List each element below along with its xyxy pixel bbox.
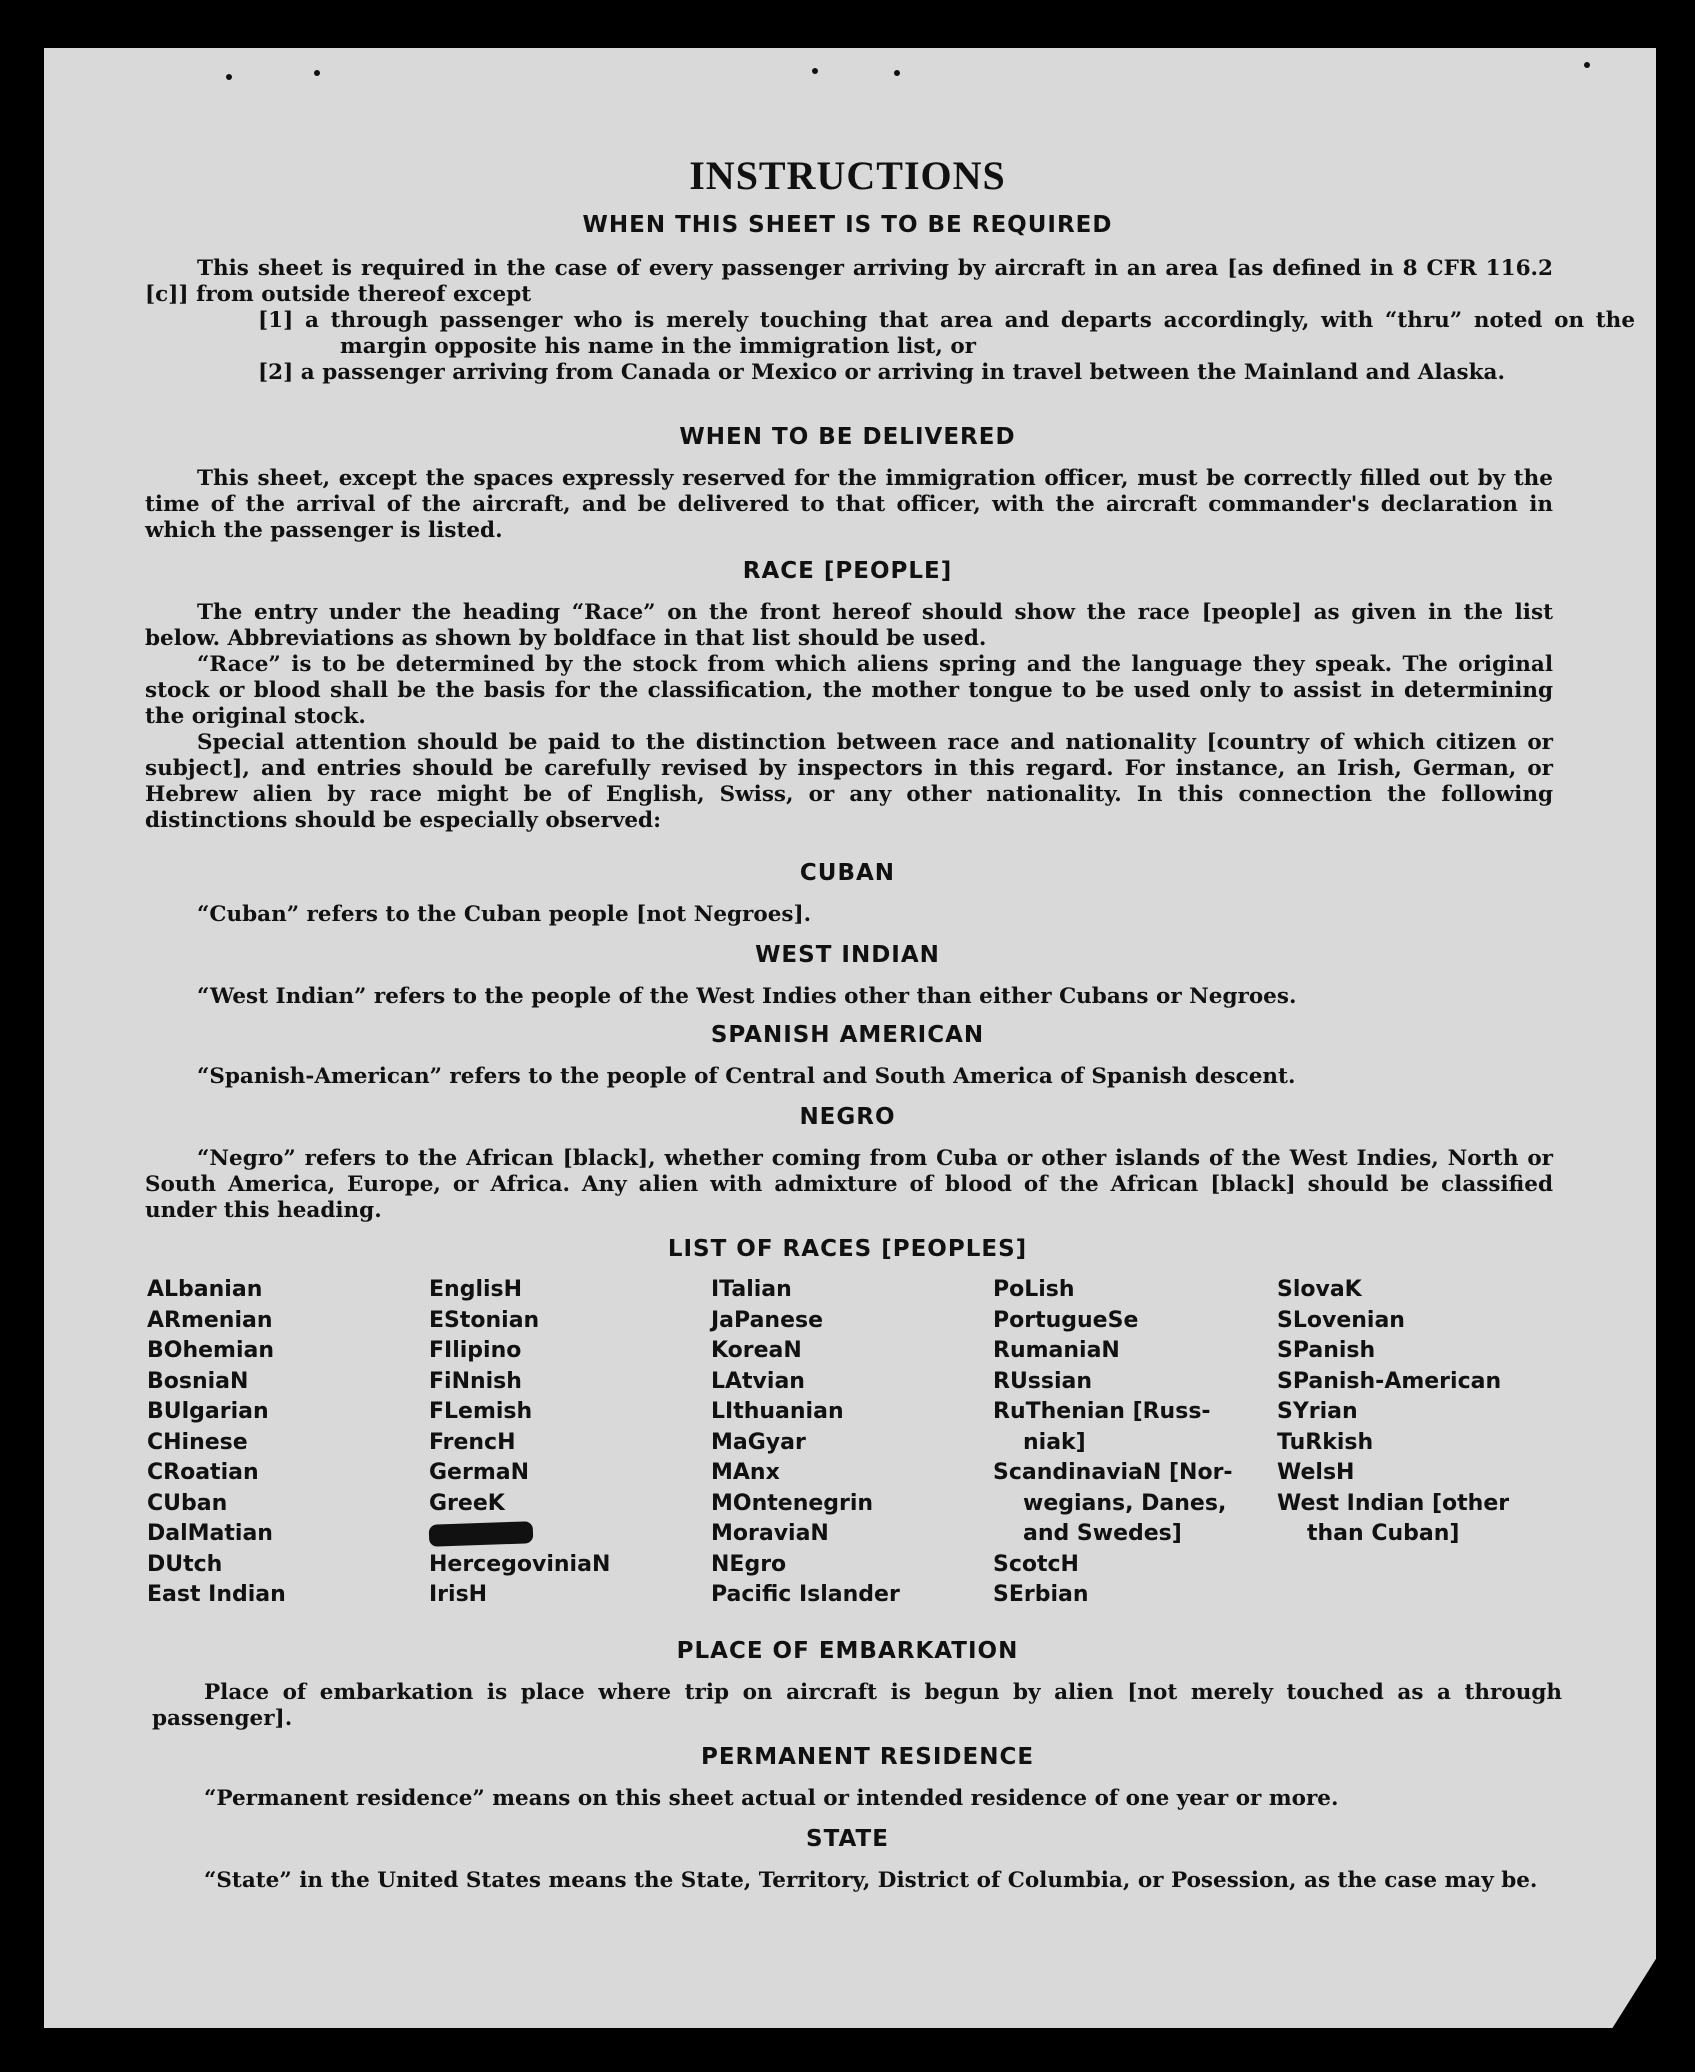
race-entry: ITalian xyxy=(711,1277,792,1302)
race-entry: FiNnish xyxy=(429,1368,522,1394)
paper-speck xyxy=(314,70,320,76)
race-entry: CHinese xyxy=(147,1429,248,1455)
heading-race: RACE [PEOPLE] xyxy=(742,558,953,584)
race-entry: DalMatian xyxy=(147,1521,273,1546)
race-entry: TuRkish xyxy=(1277,1429,1374,1455)
race-list xyxy=(147,1275,1567,1615)
race-entry: SPanish xyxy=(1277,1338,1376,1363)
race-entry: Pacific Islander xyxy=(711,1582,900,1607)
race-entry: MOntenegrin xyxy=(711,1490,874,1516)
race-entry: CRoatian xyxy=(147,1460,259,1485)
race-entry: than Cuban] xyxy=(1307,1521,1460,1546)
race-column-4 xyxy=(993,1275,1233,1611)
race-entry: ARmenian xyxy=(147,1307,273,1333)
race-entry: DUtch xyxy=(147,1551,223,1577)
heading-cuban: CUBAN xyxy=(799,860,896,886)
race-entry: BosniaN xyxy=(147,1368,249,1394)
race-entry: KoreaN xyxy=(711,1338,802,1363)
race-entry: ScandinaviaN [Nor- xyxy=(993,1460,1233,1485)
race-entry: HercegoviniaN xyxy=(429,1551,611,1577)
race-entry: FIlipino xyxy=(429,1338,522,1363)
exception-1: [1] a through passenger who is merely touching that area and departs accordingly, with “thru” noted on the margin opposite his name in the immigration list, or xyxy=(258,308,1635,359)
heading-list-of-races: LIST OF RACES [PEOPLES] xyxy=(667,1236,1028,1262)
race-entry: MaGyar xyxy=(711,1429,806,1455)
race-paragraph-3: Special attention should be paid to the distinction between race and nationality [country of which citizen or subject], and entries should be carefully revised by inspectors in this regard. For instance, an Irish, German, or Hebrew alien by race might be of English, Swiss, or any other nationality. In this connection the following distinctions should be especially observed: xyxy=(145,730,1553,833)
heading-state: STATE xyxy=(806,1826,889,1852)
redacted-entry xyxy=(429,1519,610,1550)
paper-speck xyxy=(812,68,818,74)
race-entry: RUssian xyxy=(993,1368,1093,1394)
race-column-1 xyxy=(147,1275,286,1611)
race-entry: EnglisH xyxy=(429,1277,523,1302)
race-column-2 xyxy=(429,1275,610,1611)
page-title: INSTRUCTIONS xyxy=(689,153,1006,198)
race-entry: SPanish-American xyxy=(1277,1368,1502,1394)
race-entry: BOhemian xyxy=(147,1338,275,1363)
race-paragraph-1: The entry under the heading “Race” on the front hereof should show the race [people] as given in the list below. Abbreviations as shown by boldface in that list should be used. xyxy=(145,600,1553,651)
race-entry: niak] xyxy=(1023,1429,1086,1455)
race-entry: GreeK xyxy=(429,1490,505,1516)
race-entry: SErbian xyxy=(993,1582,1089,1607)
race-entry: EStonian xyxy=(429,1307,540,1333)
race-entry: GermaN xyxy=(429,1460,530,1485)
race-entry: CUban xyxy=(147,1490,228,1516)
when-required-intro: This sheet is required in the case of every passenger arriving by aircraft in an area [as defined in 8 CFR 116.2 [c]] from outside thereof except xyxy=(145,256,1553,307)
heading-negro: NEGRO xyxy=(799,1104,896,1130)
paper-speck xyxy=(1584,62,1590,68)
heading-when-delivered: WHEN TO BE DELIVERED xyxy=(679,424,1016,450)
race-entry: West Indian [other xyxy=(1277,1490,1510,1516)
race-entry: FLemish xyxy=(429,1399,533,1424)
race-entry: RuThenian [Russ- xyxy=(993,1399,1211,1424)
race-entry: ScotcH xyxy=(993,1551,1079,1577)
race-entry: IrisH xyxy=(429,1582,488,1607)
race-column-5 xyxy=(1277,1275,1509,1550)
paper-speck xyxy=(226,74,232,80)
race-entry: LIthuanian xyxy=(711,1399,844,1424)
race-paragraph-2: “Race” is to be determined by the stock from which aliens spring and the language they speak. The original stock or blood shall be the basis for the classification, the mother tongue to be used only to assist in determining the original stock. xyxy=(145,652,1553,729)
west-indian-text: “West Indian” refers to the people of the West Indies other than either Cubans or Negroes. xyxy=(197,984,1297,1009)
cuban-text: “Cuban” refers to the Cuban people [not Negroes]. xyxy=(197,902,812,927)
race-entry: JaPanese xyxy=(711,1307,824,1333)
race-entry: BUlgarian xyxy=(147,1399,269,1424)
paper-speck xyxy=(894,70,900,76)
race-entry: MAnx xyxy=(711,1460,780,1485)
spanish-american-text: “Spanish-American” refers to the people of Central and South America of Spanish descent. xyxy=(197,1064,1296,1089)
race-entry: FrencH xyxy=(429,1429,516,1455)
exception-2: [2] a passenger arriving from Canada or Mexico or arriving in travel between the Mainland and Alaska. xyxy=(258,360,1505,385)
race-entry: NEgro xyxy=(711,1551,787,1577)
race-entry: LAtvian xyxy=(711,1368,805,1394)
race-entry: SYrian xyxy=(1277,1399,1358,1424)
race-entry: wegians, Danes, xyxy=(1023,1490,1227,1516)
race-entry: RumaniaN xyxy=(993,1338,1120,1363)
state-text: “State” in the United States means the State, Territory, District of Columbia, or Posession, as the case may be. xyxy=(204,1868,1538,1893)
race-entry: SlovaK xyxy=(1277,1277,1362,1302)
negro-text: “Negro” refers to the African [black], whether coming from Cuba or other islands of the West Indies, North or South America, Europe, or Africa. Any alien with admixture of blood of the African [black] should be classified under this heading. xyxy=(145,1146,1553,1223)
heading-west-indian: WEST INDIAN xyxy=(755,942,940,968)
when-delivered-text: This sheet, except the spaces expressly reserved for the immigration officer, must be correctly filled out by the time of the arrival of the aircraft, and be delivered to that officer, with the aircraft commander's declaration in which the passenger is listed. xyxy=(145,466,1553,543)
race-entry: WelsH xyxy=(1277,1460,1355,1485)
race-column-3 xyxy=(711,1275,900,1611)
race-entry: and Swedes] xyxy=(1023,1521,1182,1546)
race-entry: PortugueSe xyxy=(993,1307,1139,1333)
heading-when-required: WHEN THIS SHEET IS TO BE REQUIRED xyxy=(582,212,1113,238)
heading-spanish-american: SPANISH AMERICAN xyxy=(710,1022,985,1048)
embarkation-text: Place of embarkation is place where trip on aircraft is begun by alien [not merely touched as a through passenger]. xyxy=(152,1680,1562,1731)
race-entry: ALbanian xyxy=(147,1277,263,1302)
race-entry: PoLish xyxy=(993,1277,1075,1302)
race-entry: East Indian xyxy=(147,1582,286,1607)
race-entry: SLovenian xyxy=(1277,1307,1405,1333)
heading-permanent-residence: PERMANENT RESIDENCE xyxy=(700,1744,1035,1770)
heading-embarkation: PLACE OF EMBARKATION xyxy=(676,1638,1019,1664)
race-entry: MoraviaN xyxy=(711,1521,829,1546)
redaction-mark xyxy=(429,1521,534,1547)
permanent-residence-text: “Permanent residence” means on this sheet actual or intended residence of one year or more. xyxy=(204,1786,1339,1811)
